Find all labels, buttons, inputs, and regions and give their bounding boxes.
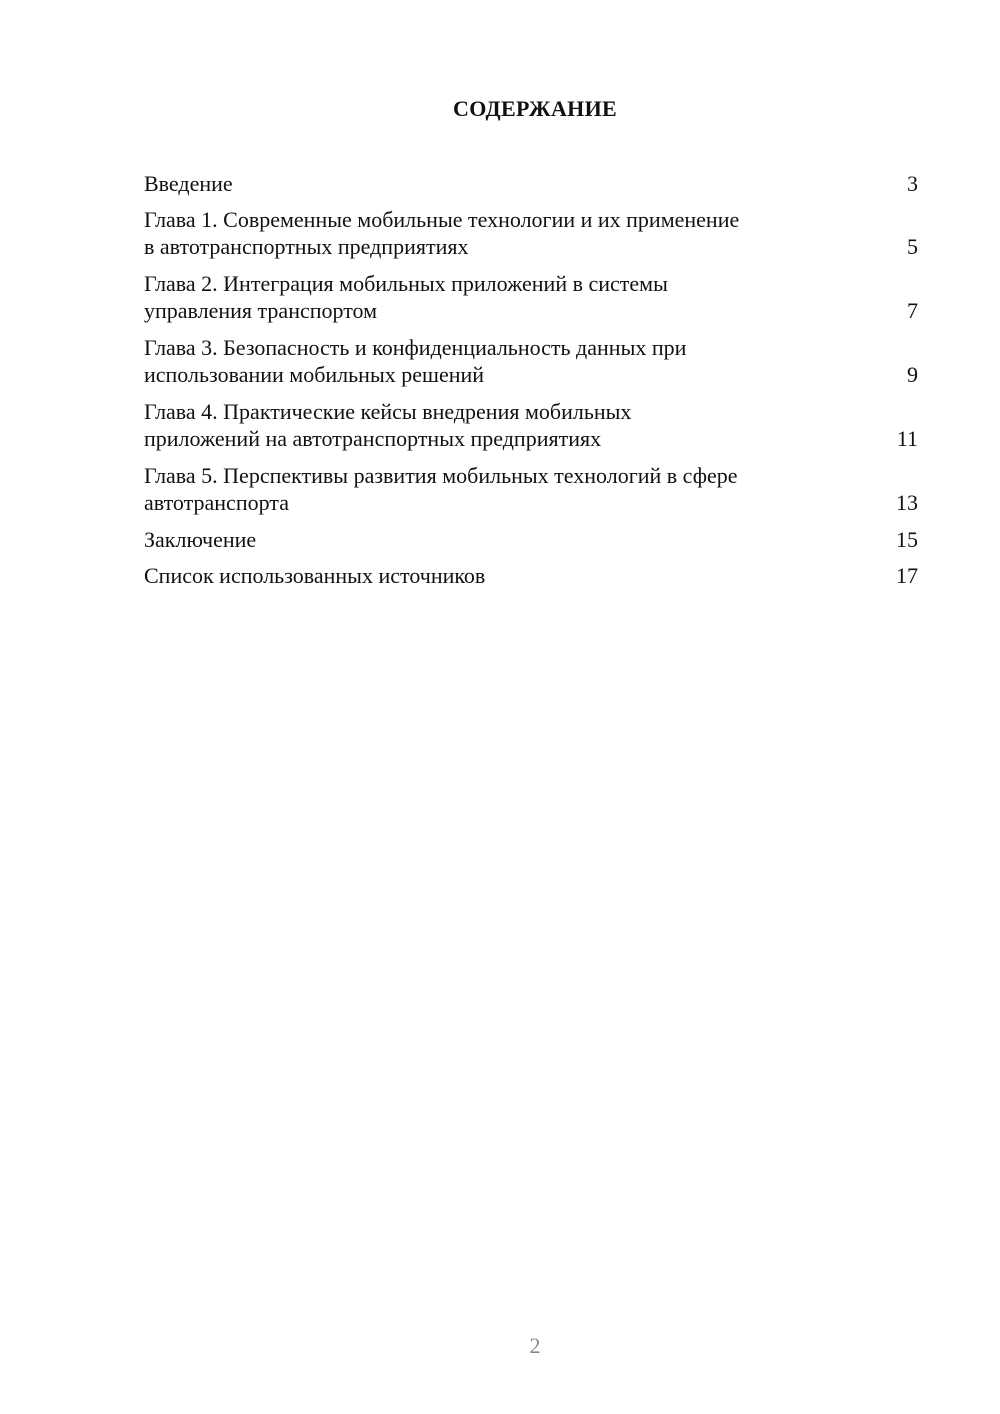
toc-entry-page: 13	[896, 490, 918, 515]
toc-entry-text	[144, 462, 834, 516]
toc-entry-line: Глава 1. Современные мобильные технологии и их применение	[144, 207, 740, 232]
toc-entry-page: 3	[907, 171, 918, 196]
toc-entry-page: 5	[907, 234, 918, 259]
toc-entry-text	[144, 206, 834, 260]
toc-entry-line: в автотранспортных предприятиях	[144, 234, 469, 259]
toc-entry-line: Введение	[144, 171, 233, 196]
toc-entry-text	[144, 398, 834, 452]
toc-entry-line: Глава 3. Безопасность и конфиденциальность данных при	[144, 335, 687, 360]
page-number: 2	[529, 1333, 541, 1358]
toc-entry	[144, 334, 918, 388]
toc-entry-page: 15	[896, 527, 918, 552]
toc-entry-page: 9	[907, 362, 918, 387]
toc-entry-page: 17	[896, 563, 918, 588]
toc-entry-line: Список использованных источников	[144, 563, 486, 588]
toc-entry-line: управления транспортом	[144, 298, 378, 323]
toc-entry-line: приложений на автотранспортных предприятиях	[144, 426, 602, 451]
toc-entry-text	[144, 334, 834, 388]
toc-entry-line: Глава 5. Перспективы развития мобильных технологий в сфере	[144, 463, 738, 488]
toc-entry	[144, 562, 918, 589]
toc-entry	[144, 170, 918, 197]
toc-entry	[144, 526, 918, 553]
toc-entry	[144, 398, 918, 452]
toc-entry-line: использовании мобильных решений	[144, 362, 485, 387]
toc-entry-text	[144, 526, 834, 553]
toc-entry	[144, 462, 918, 516]
toc-entry-line: Заключение	[144, 527, 257, 552]
toc-entry-text	[144, 170, 834, 197]
toc-entry-line: Глава 4. Практические кейсы внедрения мобильных	[144, 399, 632, 424]
table-of-contents	[144, 170, 918, 598]
toc-title: СОДЕРЖАНИЕ	[453, 96, 617, 121]
toc-entry-page: 11	[896, 426, 918, 451]
toc-entry	[144, 270, 918, 324]
toc-entry-page: 7	[907, 298, 918, 323]
toc-entry	[144, 206, 918, 260]
toc-entry-text	[144, 562, 834, 589]
toc-entry-text	[144, 270, 834, 324]
toc-entry-line: Глава 2. Интеграция мобильных приложений в системы	[144, 271, 668, 296]
toc-entry-line: автотранспорта	[144, 490, 289, 515]
